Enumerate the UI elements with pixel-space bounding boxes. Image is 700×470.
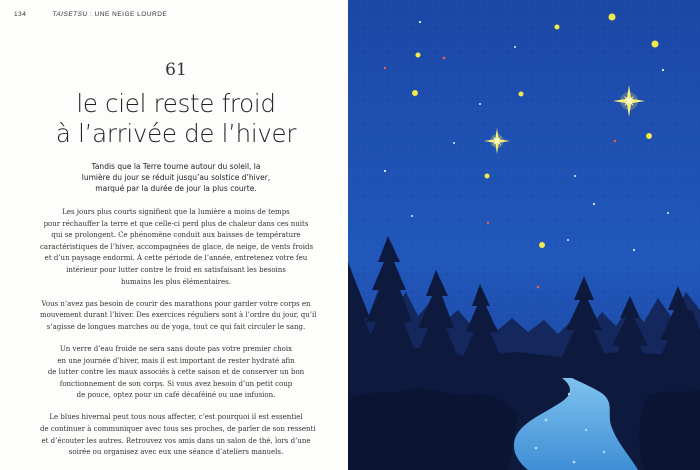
body-line: Le blues hivernal peut tous nous affecter, c’est pourquoi il est essentiel: [49, 413, 303, 422]
title-line: le ciel reste froid: [76, 89, 276, 118]
body-line: caractéristiques de l’hiver, accompagnées de glace, de neige, de vents froids: [40, 242, 314, 251]
body-line: de continuer à communiquer avec tous ses proches, de parler de son ressenti: [40, 425, 316, 433]
star-icon: [555, 25, 560, 30]
star-icon: [411, 215, 413, 217]
running-header: [14, 11, 167, 18]
body-line: Un verre d’eau froide ne sera sans doute pas votre premier choix: [59, 344, 293, 353]
star-icon: [633, 249, 635, 251]
sparkle-dot: [545, 419, 548, 422]
star-icon: [574, 175, 576, 177]
star-icon: [537, 286, 540, 289]
body-line: humains les plus élémentaires.: [121, 277, 231, 286]
star-icon: [662, 69, 664, 71]
sparkle-dot: [585, 429, 587, 431]
body-line: qui se prolongent. Ce phénomène conduit aux baisses de température: [51, 231, 301, 240]
star-icon: [593, 203, 595, 205]
body-paragraph: [40, 207, 312, 288]
lede-paragraph: [40, 161, 312, 194]
body-paragraph: [40, 412, 316, 458]
star-icon: [479, 103, 481, 105]
series-name: TAISETSU: [52, 11, 88, 18]
body-line: Vous n’avez pas besoin de courir des marathons pour garder votre corps en: [41, 299, 311, 308]
body-text: [40, 207, 317, 469]
shrub: [348, 388, 518, 470]
body-line: fonctionnement de son corps. Si vous avez besoin d’un petit coup: [59, 379, 293, 388]
body-line: de lutter contre les maux associés à cette saison et de conserver un bon: [47, 368, 305, 377]
star-icon: [485, 174, 490, 179]
lede-line: marqué par la durée de jour la plus courte.: [95, 184, 257, 193]
illustration-svg: [348, 0, 700, 470]
star-icon: [443, 57, 446, 60]
sparkle-dot: [603, 451, 605, 453]
body-line: Les jours plus courts signifient que la lumière a moins de temps: [62, 208, 290, 216]
lede-line: Tandis que la Terre tourne autour du soleil, la: [91, 162, 261, 171]
body-line: et d’écouter les autres. Retrouvez vos amis dans un salon de thé, lors d’une: [41, 436, 311, 445]
chapter-number: 61: [165, 60, 187, 80]
star-icon: [652, 41, 659, 48]
page-number: 134: [14, 11, 27, 18]
star-icon: [487, 222, 489, 224]
night-sky-illustration: [348, 0, 700, 470]
star-icon: [539, 242, 545, 248]
title-line: à l’arrivée de l’hiver: [55, 119, 297, 148]
chapter-name: UNE NEIGE LOURDE: [94, 11, 168, 18]
sparkle-dot: [568, 393, 570, 395]
body-line: pour réchauffer la terre et que celle-ci perd plus de chaleur dans ces nuits: [43, 219, 309, 228]
sparkle-dot: [573, 461, 576, 464]
body-line: intérieur pour lutter contre le froid en satisfaisant les besoins: [66, 265, 286, 274]
star-icon: [412, 90, 418, 96]
body-line: soirée ou organisez avec eux une séance d’ateliers manuels.: [68, 448, 284, 457]
star-icon: [519, 92, 524, 97]
star-icon: [614, 140, 617, 143]
star-icon: [609, 14, 616, 21]
star-icon: [667, 212, 669, 214]
lede-line: lumière du jour se réduit jusqu’au solstice d’hiver,: [81, 173, 271, 182]
body-line: de pouce, optez pour un café décaféiné ou une infusion.: [76, 391, 276, 400]
star-icon: [416, 53, 421, 58]
star-icon: [419, 21, 421, 23]
page-title: [40, 89, 312, 149]
header-separator: :: [87, 11, 95, 18]
sparkle-dot: [535, 447, 538, 450]
star-icon: [384, 67, 386, 69]
body-line: en une journée d’hiver, mais il est important de rester hydraté afin: [57, 356, 295, 365]
star-icon: [514, 46, 516, 48]
body-line: s’agisse de longues marches ou de yoga, tout ce qui fait circuler le sang.: [46, 322, 306, 331]
star-icon: [646, 133, 652, 139]
shrub: [639, 390, 700, 470]
running-title: [52, 11, 167, 18]
body-line: mouvement durant l’hiver. Des exercices réguliers sont à l’ordre du jour, qu’il: [40, 311, 317, 320]
star-icon: [384, 170, 386, 172]
star-icon: [567, 239, 569, 241]
body-paragraph: [40, 344, 312, 402]
body-line: et d’un paysage endormi. À cette période de l’année, entretenez votre feu: [44, 254, 308, 263]
body-paragraph: [40, 299, 317, 334]
star-icon: [453, 142, 455, 144]
